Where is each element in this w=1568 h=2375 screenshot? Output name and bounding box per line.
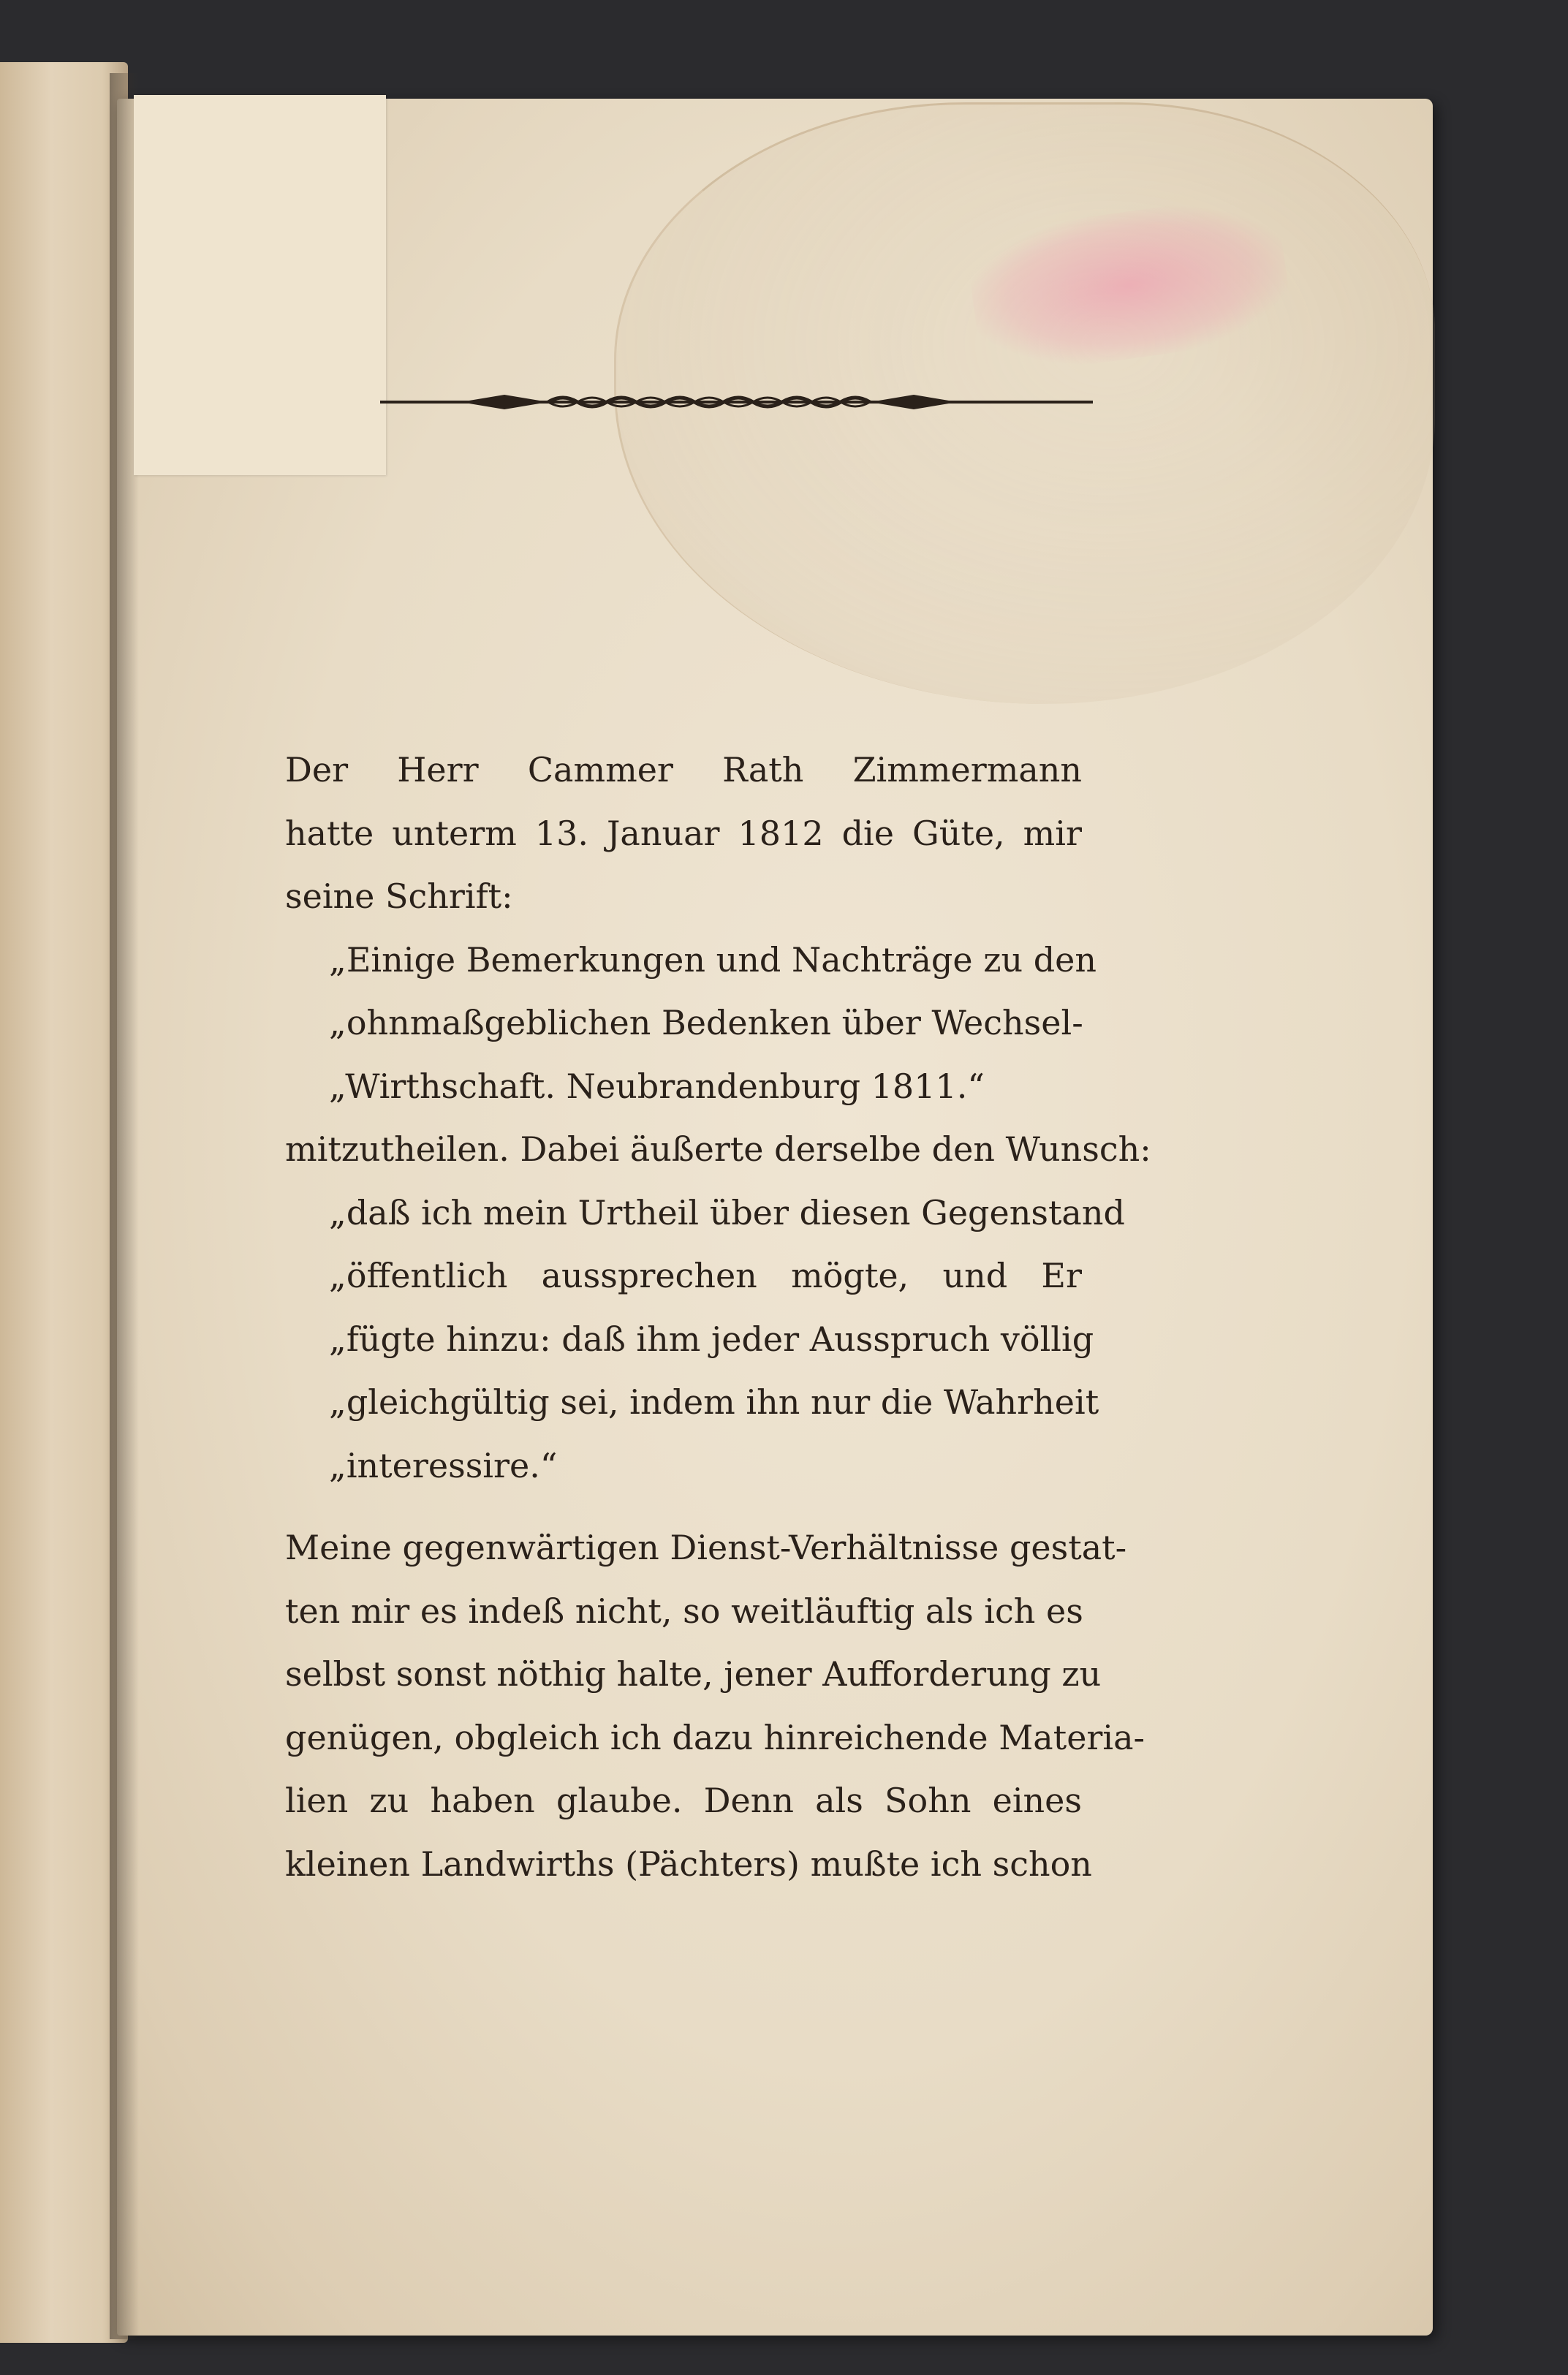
paragraph-3-line-4: genügen, obgleich ich dazu hinreichende Materia- [285,1717,1145,1757]
quote-2-line-1: „daß ich mein Urtheil über diesen Gegenstand [329,1192,1125,1232]
paragraph-1-line-2: hatte unterm 13. Januar 1812 die Güte, mir [285,813,1082,853]
quote-2-line-4: „gleichgültig sei, indem ihn nur die Wahrheit [329,1382,1099,1422]
quote-2-line-2: „öffentlich aussprechen mögte, und Er [329,1256,1082,1295]
paragraph-3-line-2: ten mir es indeß nicht, so weitläuftig als ich es [285,1591,1083,1631]
paragraph-2-line: mitzutheilen. Dabei äußerte derselbe den Wunsch: [285,1129,1151,1169]
paragraph-1-line-1: Der Herr Cammer Rath Zimmermann [285,750,1082,789]
paper-repair-patch [134,95,386,475]
ornamental-rule [380,389,1093,415]
quote-1-line-2: „ohnmaßgeblichen Bedenken über Wechsel- [329,1003,1083,1042]
paragraph-1-line-3: seine Schrift: [285,876,513,916]
page-text [285,738,1151,1895]
paragraph-3-line-3: selbst sonst nöthig halte, jener Aufforderung zu [285,1654,1102,1694]
quote-2-line-3: „fügte hinzu: daß ihm jeder Ausspruch völlig [329,1319,1094,1359]
quote-1-line-1: „Einige Bemerkungen und Nachträge zu den [329,939,1097,980]
quote-1-line-3: „Wirthschaft. Neubrandenburg 1811.“ [329,1066,985,1106]
paragraph-3-line-5: lien zu haben glaube. Denn als Sohn eines [285,1781,1082,1820]
paragraph-3-line-6: kleinen Landwirths (Pächters) mußte ich schon [285,1844,1092,1884]
paragraph-3-line-1: Meine gegenwärtigen Dienst-Verhältnisse gestat- [285,1528,1127,1567]
quote-2-line-5: „interessire.“ [329,1445,558,1485]
previous-page-edge [0,62,128,2343]
